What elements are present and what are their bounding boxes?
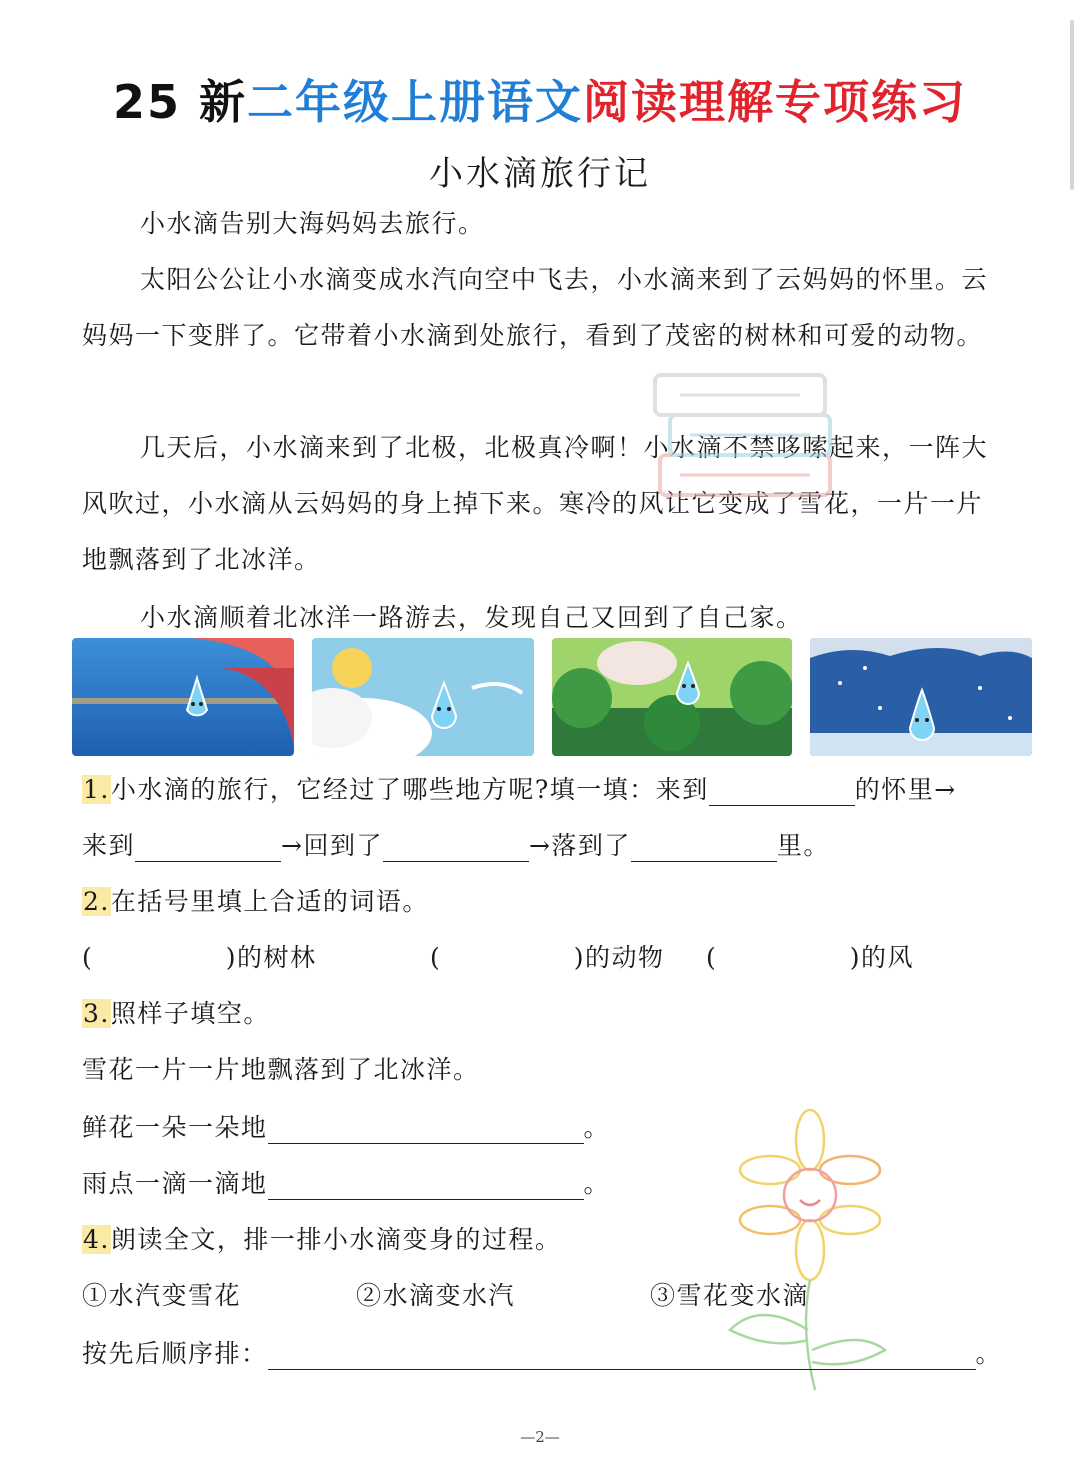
q2-blank-wind[interactable]: ( )的风: [706, 943, 915, 972]
title-grade: 二年级上册语文: [247, 75, 584, 129]
title-prefix: 25 新: [112, 75, 248, 129]
story-paragraph-2: 太阳公公让小水滴变成水汽向空中飞去，小水滴来到了云妈妈的怀里。云妈妈一下变胖了。它带着小水滴到处旅行，看到了茂密的树林和可爱的动物。: [82, 265, 989, 350]
question-1-text-e: →落到了: [528, 831, 631, 860]
q4-order-end: 。: [975, 1339, 1003, 1368]
q3-blank-2[interactable]: [268, 1175, 584, 1200]
page-number: —2—: [520, 1428, 560, 1446]
q3-line-1-end: 。: [583, 1113, 611, 1142]
q3-line-2: [82, 1164, 610, 1200]
question-1-line-2: [82, 826, 830, 862]
q1-blank-cloud[interactable]: [709, 781, 855, 806]
question-3-text: 照样子填空。: [110, 999, 270, 1028]
question-4-number: 4.: [83, 1225, 110, 1254]
q1-blank-place-4[interactable]: [631, 837, 777, 862]
q4-option-2: ②水滴变水汽: [356, 1281, 516, 1310]
q4-order-label: 按先后顺序排：: [82, 1339, 268, 1368]
story-paragraph-4: 小水滴顺着北冰洋一路游去，发现自己又回到了自己家。: [140, 603, 803, 632]
q1-blank-place-3[interactable]: [383, 837, 529, 862]
sea-scene-image: [72, 638, 294, 756]
question-2-text: 在括号里填上合适的词语。: [110, 887, 429, 916]
q3-blank-1[interactable]: [268, 1119, 584, 1144]
question-3: [82, 994, 270, 1030]
story-paragraph-1: 小水滴告别大海妈妈去旅行。: [140, 209, 485, 238]
question-1-line-1: [82, 770, 957, 806]
illustration-strip: [72, 638, 1032, 756]
page-title: [0, 66, 1080, 132]
q3-line-1: [82, 1108, 610, 1144]
q4-order-blank[interactable]: [268, 1345, 976, 1370]
q3-line-1-prefix: 鲜花一朵一朵地: [82, 1113, 268, 1142]
q1-blank-place-2[interactable]: [135, 837, 281, 862]
q4-option-3: ③雪花变水滴: [650, 1281, 810, 1310]
story-paragraph-3: 几天后，小水滴来到了北极，北极真冷啊！小水滴不禁哆嗦起来，一阵大风吹过，小水滴从云妈妈的身上掉下来。寒冷的风让它变成了雪花，一片一片地飘落到了北冰洋。: [82, 433, 989, 574]
forest-cloud-scene-image: [552, 638, 792, 756]
question-1-text: 小水滴的旅行，它经过了哪些地方呢?填一填：来到: [110, 775, 709, 804]
question-3-number: 3.: [83, 999, 110, 1028]
q2-blank-forest[interactable]: ( )的树林: [82, 943, 317, 972]
question-1-text-b: 的怀里→: [854, 775, 957, 804]
sun-scene-image: [312, 638, 534, 756]
q2-blank-animals[interactable]: ( )的动物: [430, 943, 665, 972]
q3-line-2-prefix: 雨点一滴一滴地: [82, 1169, 268, 1198]
q3-example: 雪花一片一片地飘落到了北冰洋。: [82, 1055, 480, 1084]
question-1-text-f: 里。: [776, 831, 830, 860]
q3-line-2-end: 。: [583, 1169, 611, 1198]
question-4-text: 朗读全文，排一排小水滴变身的过程。: [110, 1225, 562, 1254]
q4-order-line: [82, 1334, 1002, 1370]
story-title: 小水滴旅行记: [429, 154, 651, 194]
question-1-number: 1.: [83, 775, 110, 804]
snow-scene-image: [810, 638, 1032, 756]
books-watermark-icon: [640, 360, 850, 510]
q4-option-1: ①水汽变雪花: [82, 1281, 242, 1310]
title-topic: 阅读理解专项练习: [583, 75, 968, 129]
question-1-text-c: 来到: [82, 831, 136, 860]
question-4: [82, 1220, 561, 1256]
question-1-text-d: →回到了: [281, 831, 383, 860]
question-2: [82, 882, 429, 918]
question-2-number: 2.: [83, 887, 110, 916]
